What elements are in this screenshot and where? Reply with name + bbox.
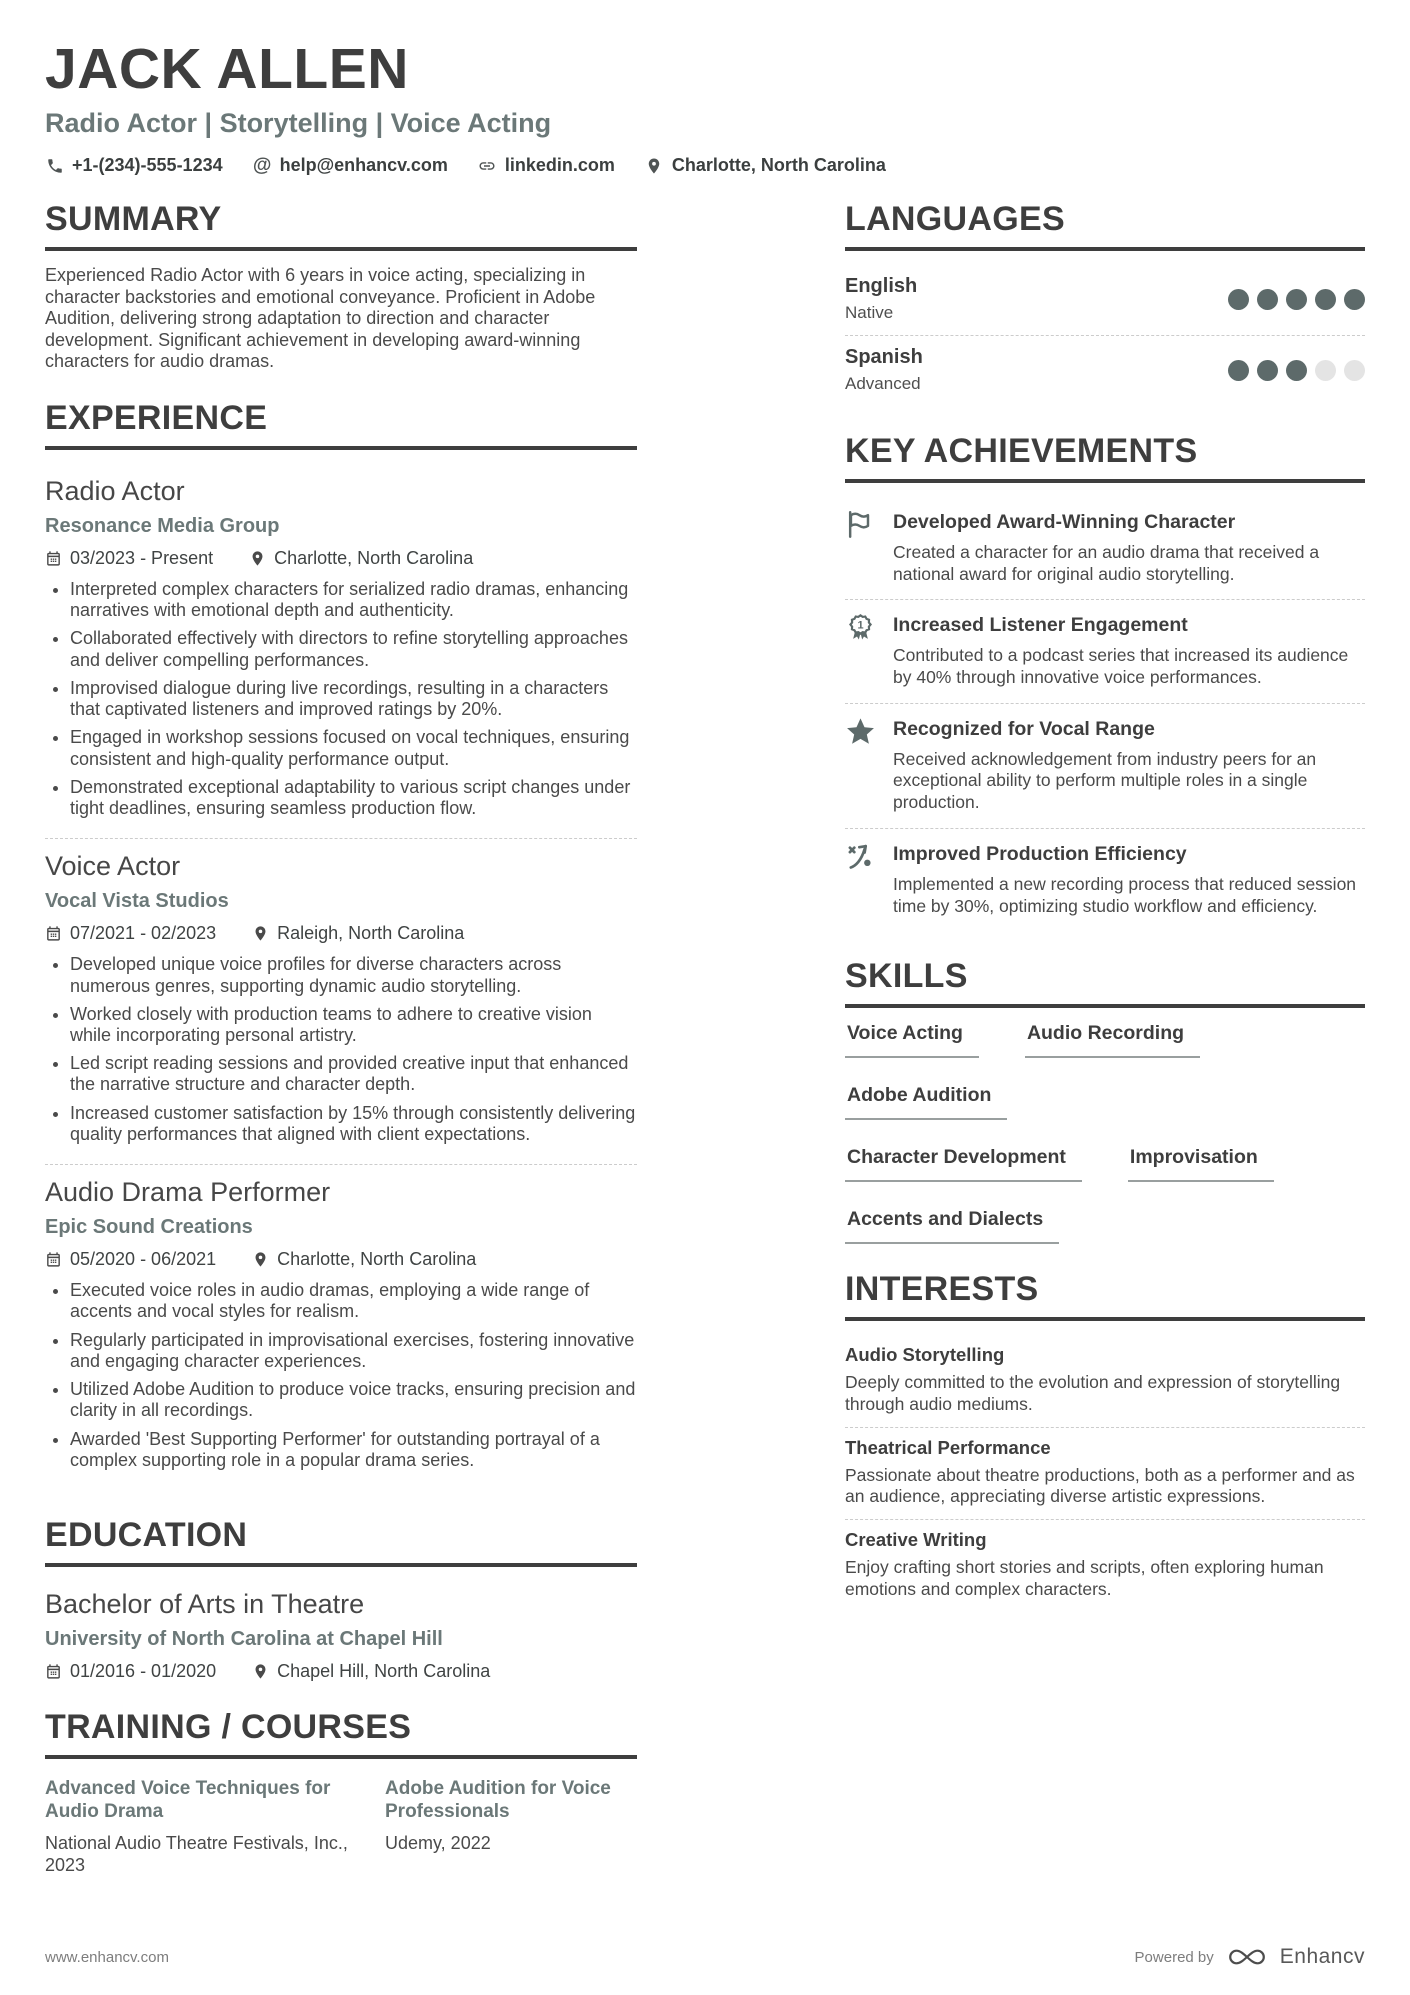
school: University of North Carolina at Chapel Hill: [45, 1628, 443, 1651]
course-provider: Udemy, 2022: [385, 1833, 491, 1854]
achievement-text: Contributed to a podcast series that increased its audience by 40% through innovative voice performances.: [893, 645, 1349, 688]
job-entry: [45, 464, 637, 838]
summary-title: SUMMARY: [45, 200, 637, 251]
achievement-title: Increased Listener Engagement: [893, 614, 1188, 637]
achievements-title: KEY ACHIEVEMENTS: [845, 432, 1365, 483]
job-entry: [45, 838, 637, 1164]
language-item: [845, 335, 1365, 406]
job-role: Voice Actor: [45, 851, 181, 882]
flag-icon: [845, 509, 877, 541]
footer: [45, 1945, 1365, 1969]
calendar-icon: [45, 1663, 62, 1680]
job-bullets: [45, 579, 637, 819]
contact-row: [45, 155, 1365, 176]
interest-list: [845, 1335, 1365, 1611]
job-company: Vocal Vista Studios: [45, 890, 229, 913]
person-name: JACK ALLEN: [45, 37, 409, 101]
skill-tag: Adobe Audition: [845, 1084, 1007, 1120]
course-name: Advanced Voice Techniques for Audio Drama: [45, 1778, 331, 1823]
achievement-text: Implemented a new recording process that reduced session time by 30%, optimizing studio workflow and efficiency.: [893, 873, 1357, 916]
achievement-list: [845, 497, 1365, 931]
level-dot: [1228, 360, 1249, 381]
achievement-title: Recognized for Vocal Range: [893, 717, 1155, 740]
level-dot: [1315, 360, 1336, 381]
right-column: [845, 200, 1365, 1903]
bullet: • Regularly participated in improvisational exercises, fostering innovative and engaging character experiences.: [70, 1330, 637, 1372]
course-name: Adobe Audition for Voice Professionals: [385, 1778, 611, 1823]
skill-tag: Improvisation: [1128, 1146, 1274, 1182]
achievements-section: [845, 432, 1365, 931]
level-dot: [1228, 289, 1249, 310]
interests-section: [845, 1270, 1365, 1611]
job-location: Charlotte, North Carolina: [249, 548, 473, 569]
enhancv-logo-icon: [1226, 1945, 1268, 1969]
course-entry: [385, 1773, 685, 1877]
language-name: Spanish: [845, 346, 923, 368]
skill-rows: [845, 1022, 1365, 1244]
achievement-item: [845, 703, 1365, 828]
course-provider: National Audio Theatre Festivals, Inc., 2023: [45, 1833, 348, 1876]
languages-title: LANGUAGES: [845, 200, 1365, 251]
powered-by: [1135, 1945, 1365, 1969]
interest-name: Creative Writing: [845, 1528, 987, 1550]
footer-url[interactable]: www.enhancv.com: [45, 1948, 169, 1966]
language-level: Advanced: [845, 374, 921, 393]
bullet: • Improvised dialogue during live recordings, resulting in a characters that captivated listeners and improved ratings by 20%.: [70, 678, 637, 720]
language-list: [845, 265, 1365, 406]
bullet: • Utilized Adobe Audition to produce voice tracks, ensuring precision and clarity in all recordings.: [70, 1379, 637, 1421]
level-dot: [1257, 289, 1278, 310]
bullet: • Worked closely with production teams to adhere to creative vision while incorporating personal artistry.: [70, 1004, 637, 1046]
medal-icon: [845, 612, 877, 644]
education-entry: [45, 1581, 637, 1682]
interest-text: Enjoy crafting short stories and scripts, often exploring human emotions and complex characters.: [845, 1556, 1324, 1599]
skills-title: SKILLS: [845, 957, 1365, 1008]
contact-item[interactable]: [478, 155, 615, 176]
language-dots: [1228, 360, 1365, 381]
training-title: TRAINING / COURSES: [45, 1708, 637, 1759]
education-location: Chapel Hill, North Carolina: [252, 1661, 490, 1682]
achievement-text: Created a character for an audio drama that received a national award for original audio storytelling.: [893, 542, 1320, 584]
bullet: • Executed voice roles in audio dramas, employing a wide range of accents and vocal styles for realism.: [70, 1280, 637, 1322]
job-role: Radio Actor: [45, 475, 185, 506]
education-section: [45, 1516, 637, 1682]
interest-item: [845, 1335, 1365, 1426]
skill-tag: Voice Acting: [845, 1022, 979, 1058]
education-meta: [45, 1661, 637, 1682]
summary-section: [45, 200, 637, 373]
job-location: Charlotte, North Carolina: [252, 1249, 476, 1270]
phone-icon: [45, 156, 64, 175]
course-list: [45, 1773, 637, 1877]
interest-name: Audio Storytelling: [845, 1344, 1005, 1366]
skill-row: [845, 1022, 1365, 1058]
skill-tag: Character Development: [845, 1146, 1082, 1182]
achievement-item: [845, 599, 1365, 702]
experience-section: [45, 399, 637, 1490]
interest-text: Deeply committed to the evolution and expression of storytelling through audio mediums.: [845, 1372, 1341, 1414]
calendar-icon: [45, 925, 62, 942]
job-dates: 03/2023 - Present: [45, 548, 213, 569]
location-icon: [252, 1251, 269, 1268]
location-icon: [249, 550, 266, 567]
education-title: EDUCATION: [45, 1516, 637, 1567]
contact-item[interactable]: [645, 155, 886, 176]
level-dot: [1286, 360, 1307, 381]
content-columns: [45, 200, 1365, 1903]
training-section: [45, 1708, 637, 1877]
achievement-text: Received acknowledgement from industry peers for an exceptional ability to perform multiple roles in a single production.: [893, 748, 1317, 813]
interest-item: [845, 1427, 1365, 1519]
skill-row: [845, 1146, 1365, 1182]
bullet: • Demonstrated exceptional adaptability to various script changes under tight deadlines, ensuring seamless production flow.: [70, 777, 637, 819]
experience-title: EXPERIENCE: [45, 399, 637, 450]
left-column: [45, 200, 637, 1903]
languages-section: [845, 200, 1365, 406]
job-entry: [45, 1164, 637, 1490]
calendar-icon: [45, 550, 62, 567]
course-entry: [45, 1773, 353, 1877]
location-icon: [252, 925, 269, 942]
level-dot: [1257, 360, 1278, 381]
level-dot: [1315, 289, 1336, 310]
calendar-icon: [45, 1251, 62, 1268]
brand-name: Enhancv: [1279, 1945, 1365, 1968]
level-dot: [1344, 289, 1365, 310]
job-location: Raleigh, North Carolina: [252, 923, 464, 944]
skill-tag: Audio Recording: [1025, 1022, 1200, 1058]
interest-name: Theatrical Performance: [845, 1436, 1051, 1458]
contact-text: +1-(234)-555-1234: [72, 155, 223, 175]
language-item: [845, 265, 1365, 335]
skill-tag: Accents and Dialects: [845, 1208, 1059, 1244]
bullet: • Collaborated effectively with directors to refine storytelling approaches and deliver compelling performances.: [70, 628, 637, 670]
contact-text: Charlotte, North Carolina: [671, 155, 886, 175]
interests-title: INTERESTS: [845, 1270, 1365, 1321]
powered-by-label: Powered by: [1134, 1948, 1214, 1966]
level-dot: [1286, 289, 1307, 310]
job-bullets: [45, 954, 637, 1145]
achievement-item: [845, 828, 1365, 931]
job-meta: [45, 1249, 637, 1270]
degree: Bachelor of Arts in Theatre: [45, 1589, 365, 1620]
contact-text: linkedin.com: [504, 155, 615, 175]
contact-item[interactable]: [253, 155, 448, 176]
language-level: Native: [845, 303, 894, 322]
achievement-title: Improved Production Efficiency: [893, 842, 1187, 865]
interest-text: Passionate about theatre productions, both as a performer and as an audience, appreciating diverse artistic expressions.: [845, 1464, 1355, 1507]
bullet: • Awarded 'Best Supporting Performer' for outstanding portrayal of a complex supporting role in a popular drama series.: [70, 1429, 637, 1471]
achievement-item: [845, 497, 1365, 599]
contact-text: help@enhancv.com: [279, 155, 448, 175]
level-dot: [1344, 360, 1365, 381]
job-dates: 07/2021 - 02/2023: [45, 923, 216, 944]
bullet: • Led script reading sessions and provided creative input that enhanced the narrative structure and character depth.: [70, 1053, 637, 1095]
achievement-title: Developed Award-Winning Character: [893, 511, 1236, 533]
skills-section: [845, 957, 1365, 1244]
job-meta: [45, 548, 637, 569]
contact-item[interactable]: [45, 155, 223, 176]
bullet: • Increased customer satisfaction by 15% through consistently delivering quality performances that aligned with client expectations.: [70, 1103, 637, 1145]
link-icon: [478, 156, 497, 175]
education-dates: 01/2016 - 01/2020: [45, 1661, 216, 1682]
job-meta: [45, 923, 637, 944]
bullet: • Interpreted complex characters for serialized radio dramas, enhancing narratives with emotional depth and authenticity.: [70, 579, 637, 621]
skill-row: [845, 1208, 1365, 1244]
job-role: Audio Drama Performer: [45, 1177, 331, 1208]
interest-item: [845, 1519, 1365, 1611]
star-icon: [845, 716, 877, 748]
language-name: English: [845, 275, 918, 297]
job-dates: 05/2020 - 06/2021: [45, 1249, 216, 1270]
svg-text:1: 1: [857, 619, 864, 632]
at-icon: @: [252, 155, 272, 176]
job-bullets: [45, 1280, 637, 1471]
tagline: Radio Actor | Storytelling | Voice Acting: [45, 108, 552, 138]
location-icon: [252, 1663, 269, 1680]
job-company: Resonance Media Group: [45, 514, 280, 537]
location-icon: [645, 156, 664, 175]
job-company: Epic Sound Creations: [45, 1216, 253, 1239]
skill-row: [845, 1084, 1365, 1120]
header: [45, 36, 1365, 176]
language-dots: [1228, 289, 1365, 310]
bullet: • Engaged in workshop sessions focused on vocal techniques, ensuring consistent and high-quality performance output.: [70, 727, 637, 769]
job-list: [45, 464, 637, 1490]
strategy-icon: [845, 841, 877, 873]
bullet: • Developed unique voice profiles for diverse characters across numerous genres, supporting dynamic audio storytelling.: [70, 954, 637, 996]
summary-text: Experienced Radio Actor with 6 years in voice acting, specializing in character backstories and emotional conveyance. Proficient in Adobe Audition, delivering strong adaptation to direction and character development. Significant achievement in developing award-winning characters for audio dramas.: [45, 265, 596, 372]
